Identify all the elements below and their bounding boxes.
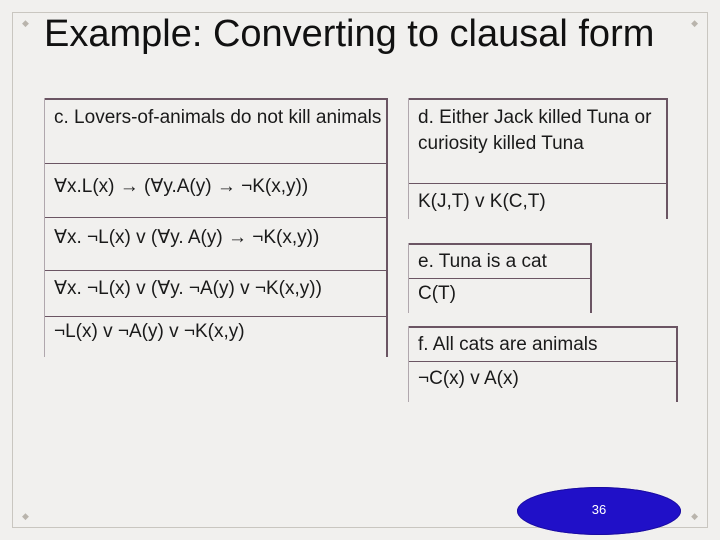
page-number: 36 — [591, 502, 607, 517]
formula-step-4: ¬L(x) v ¬A(y) v ¬K(x,y) — [54, 321, 245, 342]
panel-lovers-of-animals — [44, 98, 388, 357]
clause-f: ¬C(x) v A(x) — [418, 368, 519, 389]
statement-c: c. Lovers-of-animals do not kill animals — [45, 98, 386, 164]
corner-ornament: ◆ — [691, 18, 698, 28]
statement-f: f. All cats are animals — [409, 326, 676, 362]
corner-ornament: ◆ — [22, 18, 29, 28]
corner-ornament: ◆ — [691, 511, 698, 521]
page-number-badge — [517, 487, 681, 535]
panel-cats-are-animals — [408, 326, 678, 402]
formula-step-2: ∀x. ¬L(x) v (∀y. A(y) → ¬K(x,y)) — [45, 218, 386, 271]
corner-ornament: ◆ — [22, 511, 29, 521]
formula-step-1: ∀x.L(x) → (∀y.A(y) → ¬K(x,y)) — [45, 164, 386, 218]
clause-d: K(J,T) v K(C,T) — [418, 191, 546, 212]
statement-d: d. Either Jack killed Tuna or curiosity killed Tuna — [409, 98, 666, 184]
formula-step-3: ∀x. ¬L(x) v (∀y. ¬A(y) v ¬K(x,y)) — [45, 271, 386, 317]
panel-jack-killed-tuna — [408, 98, 668, 219]
slide-title: Example: Converting to clausal form — [44, 13, 655, 55]
statement-e: e. Tuna is a cat — [409, 243, 590, 279]
panel-tuna-is-cat — [408, 243, 592, 313]
clause-e: C(T) — [418, 283, 456, 304]
